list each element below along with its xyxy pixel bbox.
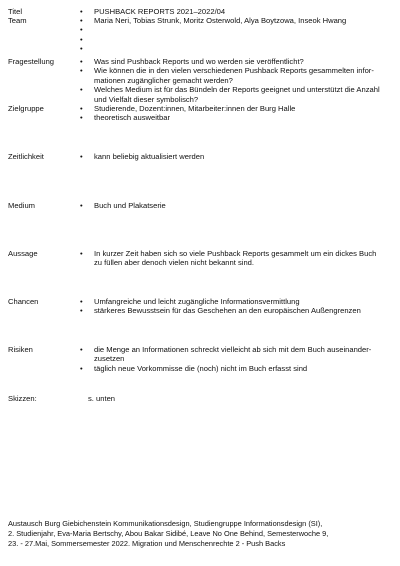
- bullet-item: • Buch und Plakatserie: [78, 201, 392, 210]
- section-label: Risiken: [8, 345, 33, 354]
- bullet-list: [78, 7, 392, 16]
- footer-credits: [8, 519, 396, 548]
- bullet-list: [78, 345, 392, 373]
- bullet-list: [78, 201, 392, 210]
- bullet-list: [78, 297, 392, 316]
- bullet-item: • Studierende, Dozent:innen, Mitarbeiter:innen der Burg Halle: [78, 104, 392, 113]
- bullet-list: [78, 16, 392, 54]
- bullet-item-empty: [78, 25, 392, 34]
- bullet-list: [78, 152, 392, 161]
- section-label: Medium: [8, 201, 36, 210]
- section-label: Titel: [8, 7, 23, 16]
- bullet-list: [78, 57, 392, 104]
- bullet-item: • Umfangreiche und leicht zugängliche Informationsvermittlung: [78, 297, 392, 306]
- bullet-item: • stärkeres Bewusstsein für das Geschehen an den europäischen Außengrenzen: [78, 306, 392, 315]
- bullet-item: • Was sind Pushback Reports und wo werden sie veröffentlicht?: [78, 57, 392, 66]
- bullet-item: • theoretisch ausweitbar: [78, 113, 392, 122]
- bullet-item: • die Menge an Informationen schreckt vielleicht ab sich mit dem Buch auseinander- zusetzen: [78, 345, 392, 364]
- bullet-item: • Welches Medium ist für das Bündeln der Reports geeignet und unterstützt die Anzahl und Vielfalt dieser symbolisch?: [78, 85, 392, 104]
- section-label: Zielgruppe: [8, 104, 44, 113]
- bullet-item-empty: [78, 44, 392, 53]
- section-label: Zeitlichkeit: [8, 152, 44, 161]
- bullet-list: [78, 104, 392, 123]
- bullet-item: • PUSHBACK REPORTS 2021–2022/04: [78, 7, 392, 16]
- bullet-item: • kann beliebig aktualisiert werden: [78, 152, 392, 161]
- footer-line: 23. - 27.Mai, Sommersemester 2022. Migration und Menschenrechte 2 - Push Backs: [8, 538, 286, 548]
- bullet-item: • Wie können die in den vielen verschiedenen Pushback Reports gesammelten infor- mationen zugänglicher gemacht werden?: [78, 66, 392, 85]
- bullet-item-empty: [78, 35, 392, 44]
- footer-line: 2. Studienjahr, Eva-Maria Bertschy, Abou Bakar Sidibé, Leave No One Behind, Semesterwoche 9,: [8, 528, 329, 538]
- section-label: Skizzen:: [8, 394, 37, 403]
- section-label: Aussage: [8, 249, 38, 258]
- bullet-item: • täglich neue Vorkommisse die (noch) nicht im Buch erfasst sind: [78, 364, 392, 373]
- section-label: Team: [8, 16, 27, 25]
- bullet-list: [78, 249, 392, 268]
- bullet-item: • In kurzer Zeit haben sich so viele Pushback Reports gesammelt um ein dickes Buch zu füllen aber denoch vielen nicht bekannt sind.: [78, 249, 392, 268]
- footer-line: Austausch Burg Giebichenstein Kommunikationsdesign, Studiengruppe Informationsdesign (SI),: [8, 519, 323, 528]
- bullet-item: • Maria Neri, Tobias Strunk, Moritz Osterwold, Alya Boytzowa, Inseok Hwang: [78, 16, 392, 25]
- section-text: s. unten: [88, 394, 116, 403]
- section-label: Chancen: [8, 297, 39, 306]
- section-label: Fragestellung: [8, 57, 55, 66]
